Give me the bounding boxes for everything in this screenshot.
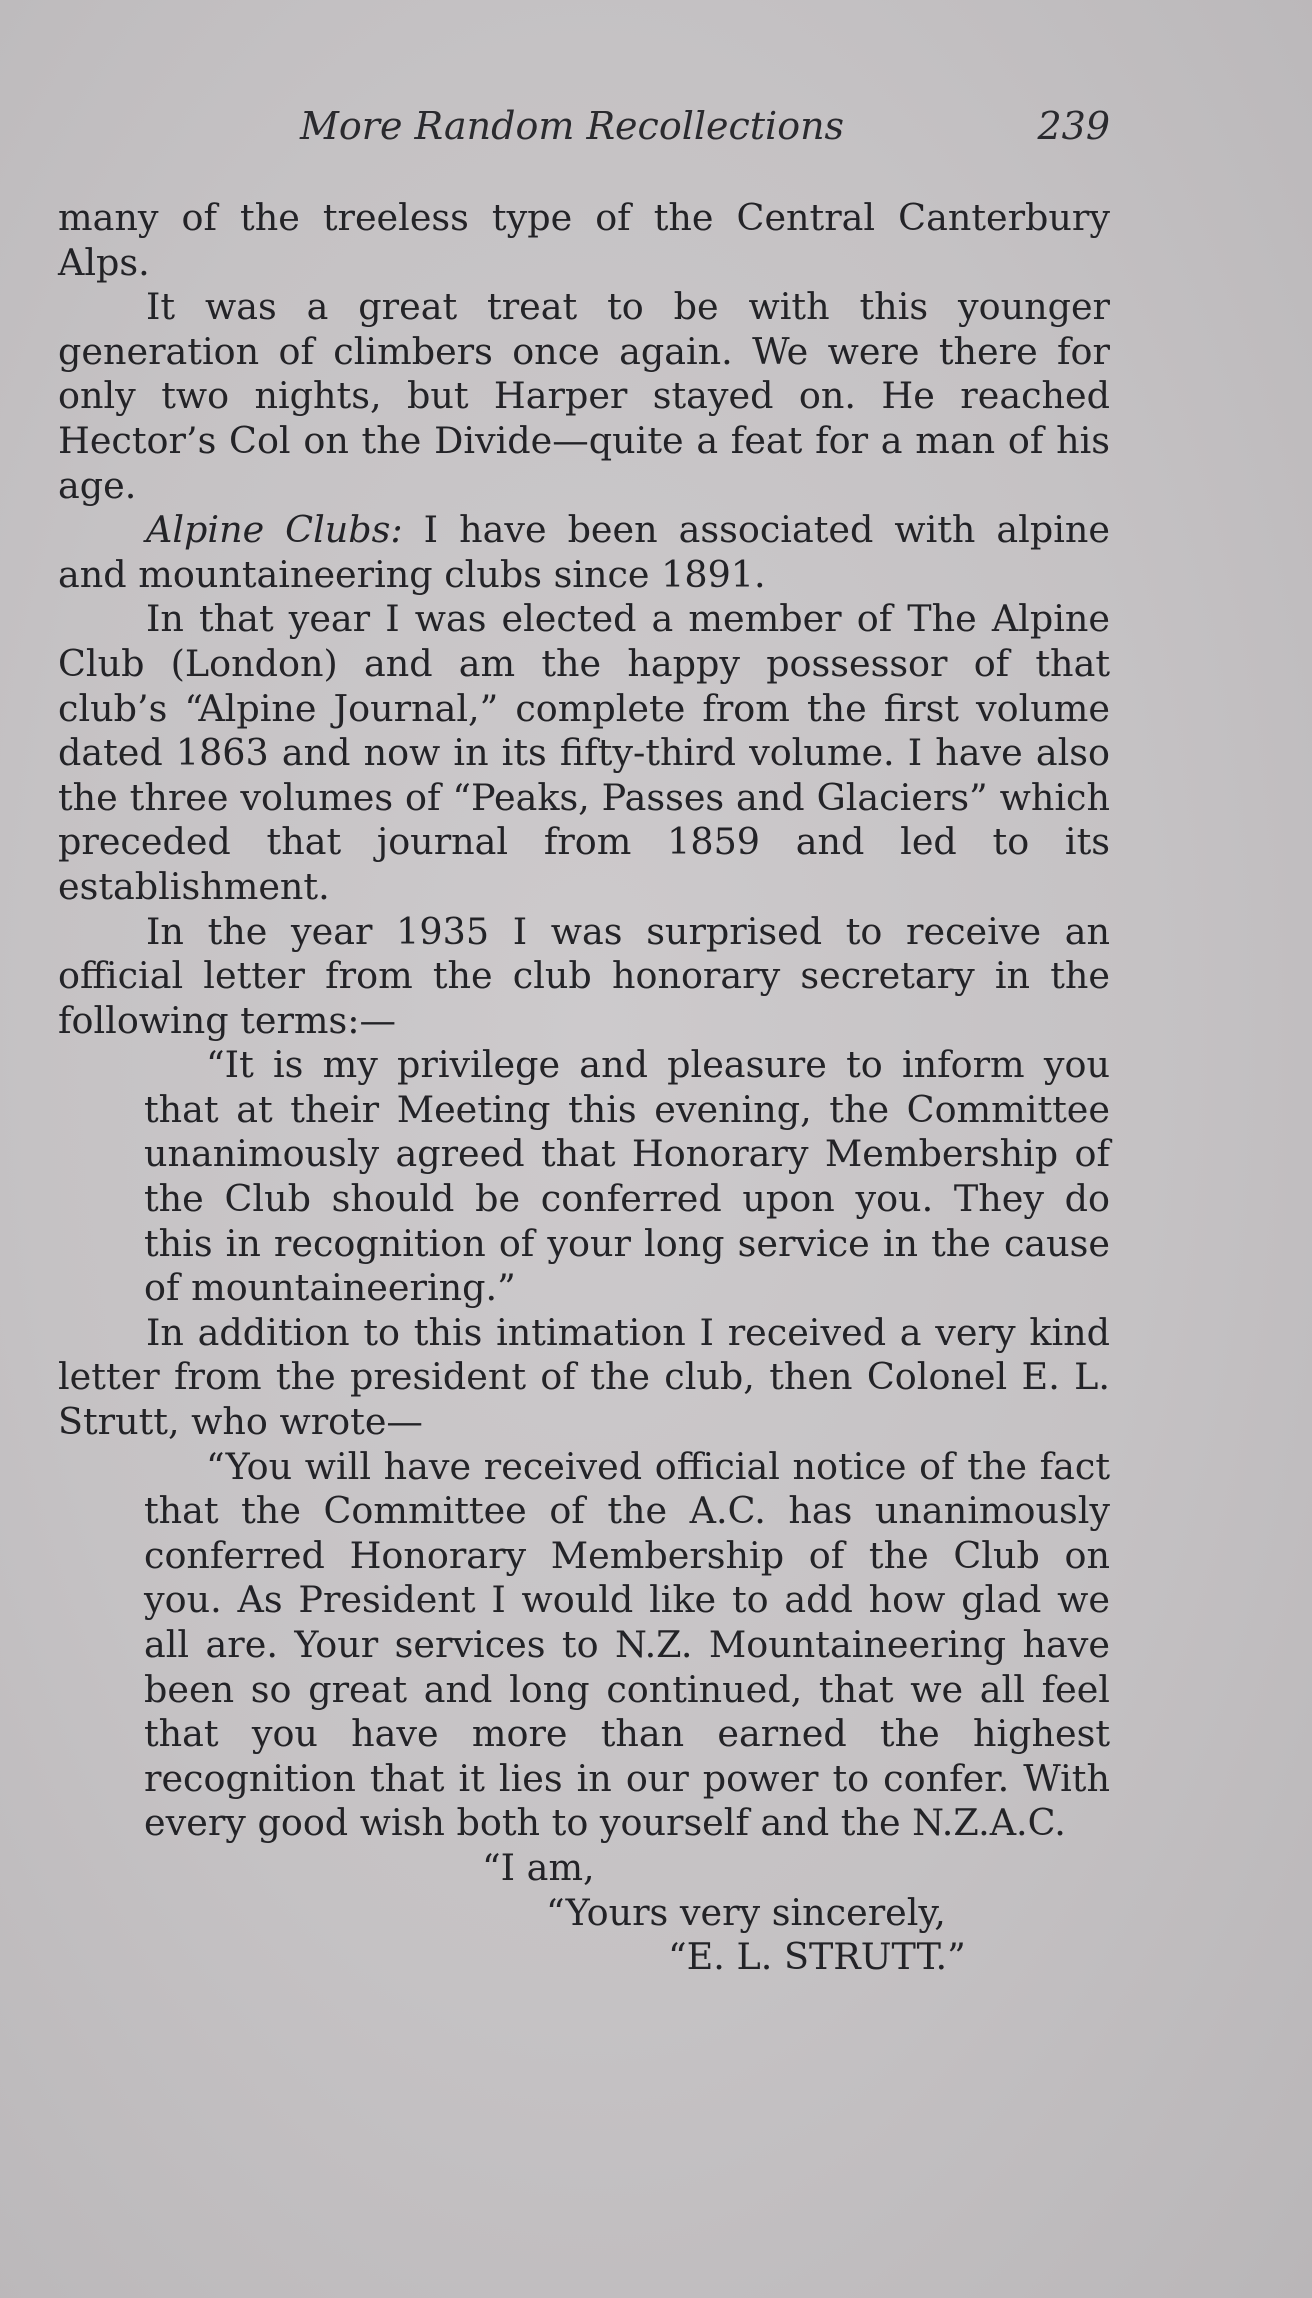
paragraph: In the year 1935 I was surprised to receive an official letter from the club honorary secretary in the following terms:— [58,909,1110,1042]
block-quote: “You will have received official notice of the fact that the Committee of the A.C. has unanimously conferred Honorary Membership of the Club on you. As President I would like to add how glad we all are. Your services to N.Z. Mountaineering have been so great and long continued, that we all feel that you have more than earned the highest recognition that it lies in our power to confer. With every good wish both to yourself and the N.Z.A.C. [144,1444,1110,1845]
running-header [300,104,1110,154]
page-number: 239 [1037,104,1110,148]
signature-line: “I am, [482,1845,595,1889]
paragraph: In addition to this intimation I received a very kind letter from the president of the club, then Colonel E. L. Strutt, who wrote— [58,1310,1110,1444]
paragraph: In that year I was elected a member of The Alpine Club (London) and am the happy possessor of that club’s “Alpine Journal,” complete from the first volume dated 1863 and now in its fifty-third volume. I have also the three volumes of “Peaks, Passes and Glaciers” which preceded that journal from 1859 and led to its establishment. [58,597,1110,908]
paragraph-text: I have been associated with alpine and mountaineering clubs since 1891. [58,508,1110,596]
paragraph [58,508,1110,597]
body-text [58,196,1110,1980]
block-quote: “It is my privilege and pleasure to inform you that at their Meeting this evening, the Committee unanimously agreed that Honorary Membership of the Club should be conferred upon you. They do this in recognition of your long service in the cause of mountaineering.” [144,1043,1110,1310]
signature-name: “E. L. STRUTT.” [668,1935,966,1979]
section-lead-in: Alpine Clubs: [146,508,403,552]
paragraph: many of the treeless type of the Central Canterbury Alps. [58,196,1110,284]
paragraph: It was a great treat to be with this younger generation of climbers once again. We were there for only two nights, but Harper stayed on. He reached Hector’s Col on the Divide—quite a feat for a man of his age. [58,285,1110,507]
running-title: More Random Recollections [300,104,845,148]
signature-line: “Yours very sincerely, [546,1890,946,1934]
